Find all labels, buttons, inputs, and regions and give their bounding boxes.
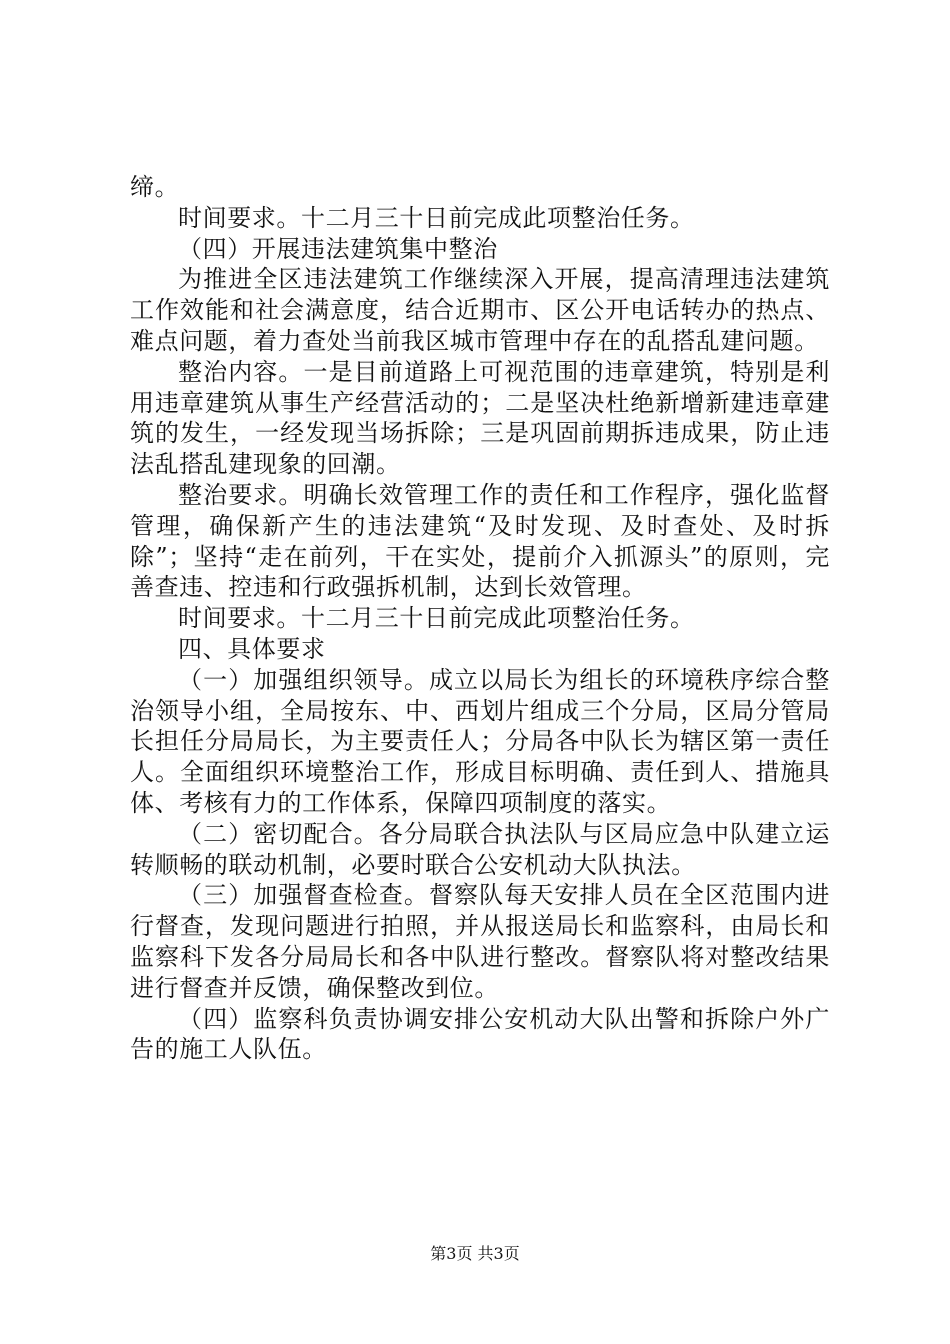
paragraph-10: （二）密切配合。各分局联合执法队与区局应急中队建立运转顺畅的联动机制，必要时联合公安机动大队执法。 <box>130 819 830 879</box>
page-number-label: 第3页 共3页 <box>430 1244 520 1263</box>
paragraph-1: 缔。 <box>130 173 180 201</box>
paragraph-2: 时间要求。十二月三十日前完成此项整治任务。 <box>178 203 695 232</box>
paragraph-7: 时间要求。十二月三十日前完成此项整治任务。 <box>178 604 695 633</box>
paragraph-12: （四）监察科负责协调安排公安机动大队出警和拆除户外广告的施工人队伍。 <box>130 1004 830 1064</box>
paragraph-9: （一）加强组织领导。成立以局长为组长的环境秩序综合整治领导小组，全局按东、中、西划片组成三个分局，区局分管局长担任分局局长，为主要责任人；分局各中队长为辖区第一责任人。全面组织环境整治工作，形成目标明确、责任到人、措施具体、考核有力的工作体系，保障四项制度的落实。 <box>130 665 830 817</box>
section-heading-4: （四）开展违法建筑集中整治 <box>178 234 498 263</box>
paragraph-4: 为推进全区违法建筑工作继续深入开展，提高清理违法建筑工作效能和社会满意度，结合近期市、区公开电话转办的热点、难点问题，着力查处当前我区城市管理中存在的乱搭乱建问题。 <box>130 265 830 355</box>
paragraph-6: 整治要求。明确长效管理工作的责任和工作程序，强化监督管理，确保新产生的违法建筑“及时发现、及时查处、及时拆除”；坚持“走在前列，干在实处，提前介入抓源头”的原则，完善查违、控违和行政强拆机制，达到长效管理。 <box>130 480 830 602</box>
page-footer <box>0 1244 950 1264</box>
section-heading-specific-requirements: 四、具体要求 <box>178 634 326 663</box>
paragraph-11: （三）加强督查检查。督察队每天安排人员在全区范围内进行督查，发现问题进行拍照，并从报送局长和监察科，由局长和监察科下发各分局局长和各中队进行整改。督察队将对整改结果进行督查并反馈，确保整改到位。 <box>130 881 830 1002</box>
paragraph-5: 整治内容。一是目前道路上可视范围的违章建筑，特别是利用违章建筑从事生产经营活动的；二是坚决杜绝新增新建违章建筑的发生，一经发现当场拆除；三是巩固前期拆违成果，防止违法乱搭乱建现象的回潮。 <box>130 357 830 479</box>
document-body <box>130 172 830 1065</box>
